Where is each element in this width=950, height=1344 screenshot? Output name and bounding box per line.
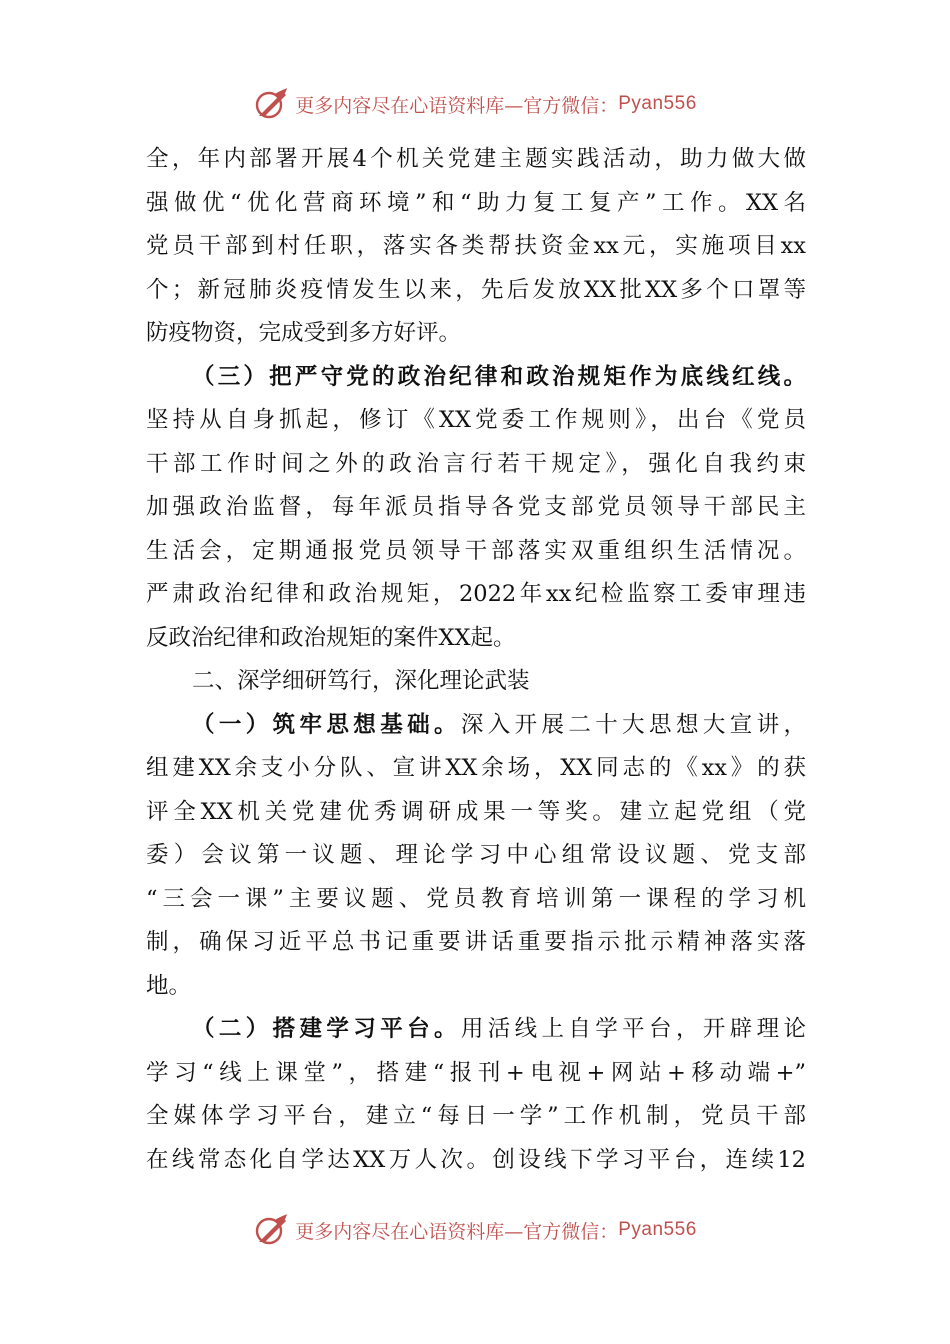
line-text: 全，年内部署开展4个机关党建主题实践活动，助力做大做 [146, 146, 806, 172]
text-line [146, 921, 806, 965]
text-line [146, 965, 806, 1009]
line-text: 加强政治监督，每年派员指导各党支部党员领导干部民主 [146, 494, 806, 520]
header-watermark-banner [0, 82, 950, 126]
text-line [146, 399, 806, 443]
text-line [146, 182, 806, 226]
text-line [146, 704, 806, 748]
line-text: 在线常态化自学达XX万人次。创设线下学习平台，连续12 [146, 1146, 806, 1173]
text-line [146, 1008, 806, 1052]
line-text: 深入开展二十大思想大宣讲， [460, 711, 806, 738]
footer-watermark-banner [0, 1208, 950, 1252]
line-text: 个；新冠肺炎疫情发生以来，先后发放XX批XX多个口罩等 [146, 276, 806, 303]
banner-wechat-id: Pyan556 [618, 93, 697, 114]
bold-heading: （二）搭建学习平台。 [192, 1016, 461, 1042]
banner-wechat-id: Pyan556 [618, 1219, 697, 1240]
document-body [146, 138, 806, 1182]
text-line [146, 791, 806, 835]
line-text: 防疫物资，完成受到多方好评。 [146, 320, 462, 346]
line-text: 用活线上自学平台，开辟理论 [460, 1016, 806, 1042]
text-line [146, 225, 806, 269]
quill-logo-icon [253, 86, 289, 122]
line-text: 学习“线上课堂”，搭建“报刊+电视+网站+移动端+” [146, 1059, 806, 1086]
banner-text: 更多内容尽在心语资料库—官方微信： [295, 1220, 619, 1243]
line-text: 评全XX机关党建优秀调研成果一等奖。建立起党组（党 [146, 798, 806, 825]
text-line [146, 573, 806, 617]
text-line [146, 443, 806, 487]
line-text: 生活会，定期通报党员领导干部落实双重组织生活情况。 [146, 537, 806, 564]
text-line [146, 312, 806, 356]
bold-heading: （三）把严守党的政治纪律和政治规矩作为底线红线。 [192, 363, 806, 390]
line-text: 强做优“优化营商环境”和“助力复工复产”工作。XX名 [146, 189, 806, 216]
text-line [146, 660, 806, 704]
text-line [146, 1139, 806, 1183]
line-text: 二、深学细研笃行，深化理论武装 [192, 668, 530, 694]
line-text: 全媒体学习平台，建立“每日一学”工作机制，党员干部 [146, 1103, 806, 1129]
line-text: 地。 [146, 972, 192, 999]
bold-heading: （一）筑牢思想基础。 [192, 711, 461, 738]
line-text: 坚持从自身抓起，修订《XX党委工作规则》，出台《党员 [146, 407, 806, 433]
line-text: 制，确保习近平总书记重要讲话重要指示批示精神落实落 [146, 929, 806, 955]
text-line [146, 878, 806, 922]
line-text: 反政治纪律和政治规矩的案件XX起。 [146, 624, 516, 651]
quill-logo-icon [253, 1212, 289, 1248]
text-line [146, 138, 806, 182]
text-line [146, 617, 806, 661]
text-line [146, 834, 806, 878]
line-text: 党员干部到村任职，落实各类帮扶资金xx元，实施项目xx [146, 233, 806, 259]
text-line [146, 530, 806, 574]
line-text: 组建XX余支小分队、宣讲XX余场，XX同志的《xx》的获 [146, 755, 806, 781]
text-line [146, 1052, 806, 1096]
text-line [146, 747, 806, 791]
text-line [146, 486, 806, 530]
line-text: 委）会议第一议题、理论学习中心组常设议题、党支部 [146, 842, 806, 868]
text-line [146, 356, 806, 400]
line-text: 干部工作时间之外的政治言行若干规定》，强化自我约束 [146, 450, 806, 477]
text-line [146, 269, 806, 313]
text-line [146, 1095, 806, 1139]
line-text: 严肃政治纪律和政治规矩，2022年xx纪检监察工委审理违 [146, 581, 806, 607]
line-text: “三会一课”主要议题、党员教育培训第一课程的学习机 [146, 885, 806, 912]
banner-text: 更多内容尽在心语资料库—官方微信： [295, 94, 619, 117]
